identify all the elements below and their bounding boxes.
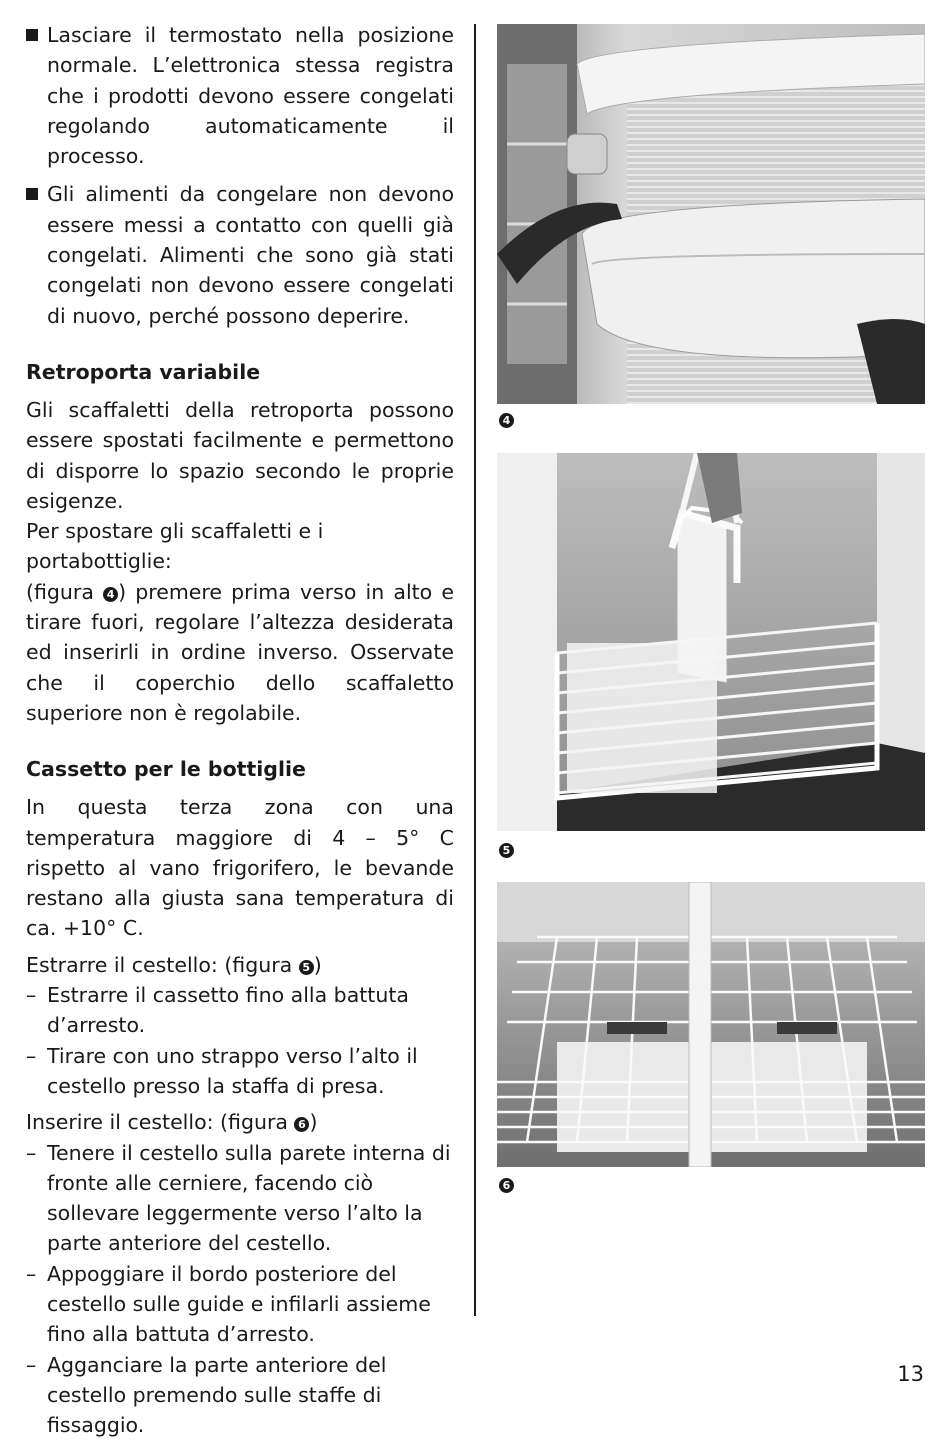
- figure-4-photo: [497, 24, 925, 404]
- list-item: – Estrarre il cassetto fino alla battuta d’arresto.: [26, 983, 409, 1038]
- figure-number-badge: 5: [499, 843, 514, 858]
- paragraph: Gli scaffaletti della retroporta possono essere spostati facilmente e permettono di disporre lo spazio secondo le proprie esigenze.: [26, 397, 454, 513]
- list-item: – Tirare con uno strappo verso l’alto il cestello presso la staffa di presa.: [26, 1043, 418, 1098]
- section-heading-retroporta: Retroporta variabile: [26, 359, 261, 384]
- list-item: – Tenere il cestello sulla parete interna di fronte alle cerniere, facendo ciò sollevare leggermente verso l’alto la parte anteriore del cestello.: [26, 1140, 451, 1256]
- section-heading-cassetto: Cassetto per le bottiglie: [26, 757, 306, 782]
- bullet-item: Gli alimenti da congelare non devono essere messi a contatto con quelli già congelati. Alimenti che sono già stati congelati non devono essere congelati di nuovo, perché possono deperire.: [26, 179, 454, 330]
- figure-5-photo: [497, 453, 925, 831]
- figure-6-photo: [497, 882, 925, 1167]
- figure-ref-badge: 4: [103, 587, 118, 602]
- list-item: – Appoggiare il bordo posteriore del cestello sulle guide e infilarli assieme fino alla battuta d’arresto.: [26, 1261, 431, 1347]
- bullet-item: Lasciare il termostato nella posizione normale. L’elettronica stessa registra che i prodotti devono essere congelati regolando automaticamente il processo.: [26, 20, 454, 171]
- text-column: [26, 20, 454, 1440]
- instruction-label: Inserire il cestello: (figura 6 ): [26, 1110, 318, 1135]
- paragraph: In questa terza zona con una temperatura maggiore di 4 – 5° C rispetto al vano frigorifero, le bevande restano alla giusta sana temperatura di ca. +10° C.: [26, 795, 454, 941]
- square-bullet-icon: [26, 188, 38, 200]
- figure-ref-badge: 6: [294, 1117, 309, 1132]
- figure-number-badge: 6: [499, 1178, 514, 1193]
- list-item: – Agganciare la parte anteriore del cestello premendo sulle staffe di fissaggio.: [26, 1352, 387, 1438]
- instruction-label: Estrarre il cestello: (figura 5 ): [26, 952, 322, 977]
- page-number: 13: [897, 1362, 924, 1386]
- paragraph: (figura 4 ) premere prima verso in alto e tirare fuori, regolare l’altezza desiderata ed inserirli in ordine inverso. Osservate che il coperchio dello scaffaletto superiore non è regolabile.: [26, 579, 454, 725]
- column-divider: [474, 24, 476, 1316]
- figure-ref-badge: 5: [299, 960, 314, 975]
- square-bullet-icon: [26, 29, 38, 41]
- figure-number-badge: 4: [499, 413, 514, 428]
- paragraph: Per spostare gli scaffaletti e i portabottiglie:: [26, 519, 324, 574]
